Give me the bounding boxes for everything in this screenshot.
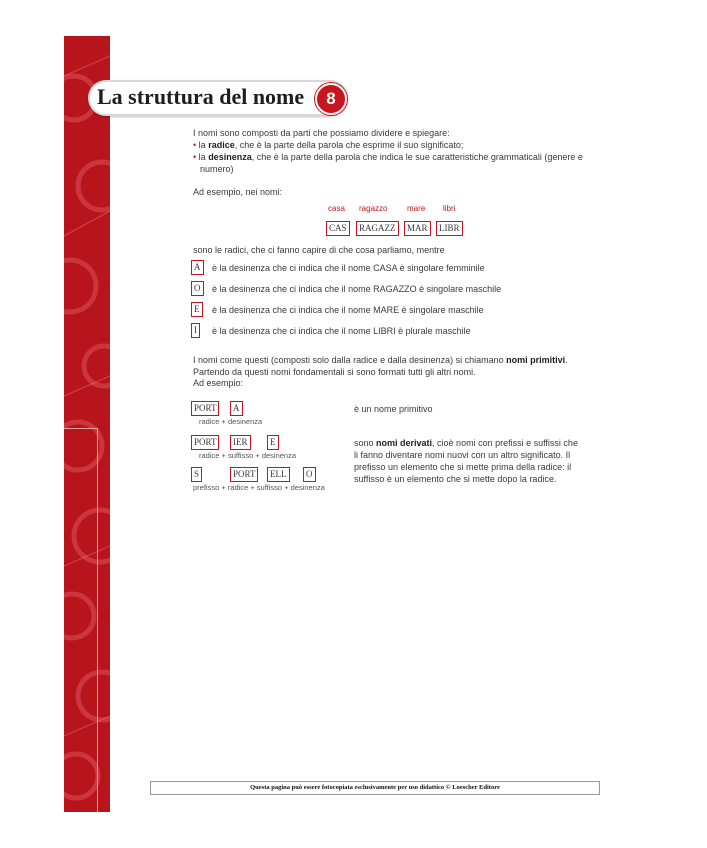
decorative-side-band — [64, 36, 110, 812]
derived-line: li fanno diventare nomi nuovi con un altro significato. Il — [354, 450, 571, 460]
part-box: E — [267, 435, 279, 450]
derived-line: prefisso un elemento che si mette prima della radice: il — [354, 462, 572, 472]
bullet-term: radice — [208, 140, 235, 150]
part-box: PORT — [230, 467, 258, 482]
part-box: ELL — [267, 467, 290, 482]
bullet-term: desinenza — [208, 152, 252, 162]
primitive-line: Partendo da questi nomi fondamentali si sono formati tutti gli altri nomi. — [193, 367, 476, 377]
primitive-text: I nomi come questi (composti solo dalla radice e dalla desinenza) si chiamano — [193, 355, 507, 365]
bullet-desinenza — [193, 151, 583, 163]
page-number-badge: 8 — [315, 83, 347, 115]
word-label: libri — [443, 204, 456, 213]
parts-caption: prefisso + radice + suffisso + desinenza — [193, 483, 325, 492]
part-box: O — [303, 467, 316, 482]
word-label: mare — [407, 204, 426, 213]
derived-line — [354, 437, 578, 449]
part-box: PORT — [191, 401, 219, 416]
ending-text: è la desinenza che ci indica che il nome RAGAZZO è singolare maschile — [212, 284, 502, 294]
part-box: S — [191, 467, 202, 482]
ending-text: è la desinenza che ci indica che il nome CASA è singolare femminile — [212, 263, 485, 273]
primitive-note: è un nome primitivo — [354, 404, 433, 414]
derived-term: nomi derivati — [376, 438, 433, 448]
copyright-footer: Questa pagina può essere fotocopiata esclusivamente per uso didattico © Loescher Editore — [150, 781, 600, 795]
bullet-dot: • — [193, 152, 197, 162]
ending-text: è la desinenza che ci indica che il nome MARE è singolare maschile — [212, 305, 484, 315]
primitive-line — [193, 354, 568, 366]
bullet-radice — [193, 139, 463, 151]
primitive-line: Ad esempio: — [193, 378, 244, 388]
ending-box: A — [191, 260, 204, 275]
root-box: LIBR — [436, 221, 463, 236]
roots-caption: sono le radici, che ci fanno capire di che cosa parliamo, mentre — [193, 245, 445, 255]
derived-text: sono — [354, 438, 377, 448]
word-label: casa — [328, 204, 345, 213]
primitive-term: nomi primitivi — [506, 355, 566, 365]
bullet-dot: • — [193, 140, 197, 150]
part-box: IER — [230, 435, 251, 450]
page-title: La struttura del nome — [97, 84, 305, 109]
part-box: A — [230, 401, 243, 416]
root-box: CAS — [326, 221, 350, 236]
band-divider-vertical — [97, 428, 98, 812]
ending-box: O — [191, 281, 204, 296]
example-intro: Ad esempio, nei nomi: — [193, 187, 283, 197]
ending-text: è la desinenza che ci indica che il nome LIBRI è plurale maschile — [212, 326, 471, 336]
parts-caption: radice + suffisso + desinenza — [199, 451, 297, 460]
ending-box: E — [191, 302, 203, 317]
word-label: ragazzo — [359, 204, 388, 213]
primitive-text: . — [565, 355, 568, 365]
derived-text: , cioè nomi con prefissi e suffissi che — [432, 438, 578, 448]
ending-box: I — [191, 323, 200, 338]
bullet-text: , che è la parte della parola che esprime il suo significato; — [234, 140, 464, 150]
intro-line: I nomi sono composti da parti che possiamo dividere e spiegare: — [193, 128, 450, 138]
part-box: PORT — [191, 435, 219, 450]
root-box: MAR — [404, 221, 431, 236]
bullet-text: la — [198, 140, 209, 150]
bullet-continuation: numero) — [200, 164, 234, 174]
bullet-text: , che è la parte della parola che indica le sue caratteristiche grammaticali (genere e — [251, 152, 583, 162]
band-divider — [64, 428, 98, 429]
parts-caption: radice + desinenza — [199, 417, 263, 426]
derived-line: suffisso è un elemento che si mette dopo la radice. — [354, 474, 557, 484]
root-box: RAGAZZ — [356, 221, 399, 236]
bullet-text: la — [198, 152, 209, 162]
